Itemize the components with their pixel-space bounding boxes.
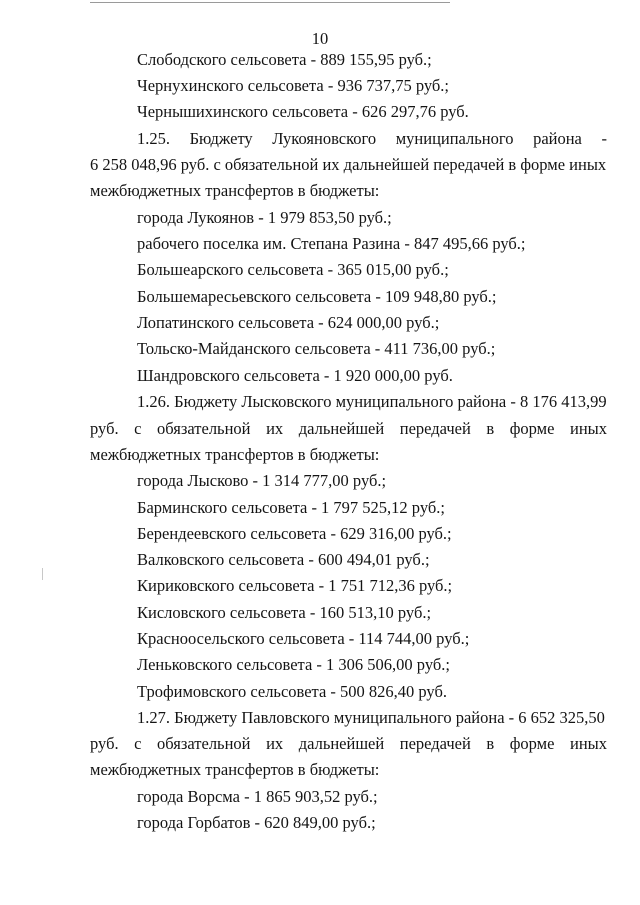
scan-artifact	[42, 568, 43, 580]
list-item: Леньковского сельсовета - 1 306 506,00 руб.;	[137, 655, 450, 674]
list-item: Тольско-Майданского сельсовета - 411 736,00 руб.;	[137, 339, 496, 358]
list-item: Кисловского сельсовета - 160 513,10 руб.;	[137, 603, 432, 622]
word: руб.	[90, 734, 119, 753]
list-item: города Горбатов - 620 849,00 руб.;	[137, 813, 376, 832]
word: в	[486, 734, 495, 753]
word: руб.	[90, 419, 119, 438]
word: дальнейшей	[298, 419, 385, 438]
list-item: Трофимовского сельсовета - 500 826,40 руб.	[137, 682, 447, 701]
list-item: Шандровского сельсовета - 1 920 000,00 руб.	[137, 366, 453, 385]
word: Бюджету	[189, 129, 253, 148]
paragraph-line: межбюджетных трансфертов в бюджеты:	[90, 760, 380, 779]
list-item: Лопатинского сельсовета - 624 000,00 руб.;	[137, 313, 440, 332]
scan-edge-line	[90, 2, 450, 3]
word: иных	[569, 419, 607, 438]
word: форме	[509, 419, 555, 438]
word: их	[266, 734, 284, 753]
list-item: Валковского сельсовета - 600 494,01 руб.;	[137, 550, 430, 569]
word: иных	[569, 734, 607, 753]
list-item: Красноосельского сельсовета - 114 744,00 руб.;	[137, 629, 470, 648]
list-item: рабочего поселка им. Степана Разина - 847 495,66 руб.;	[137, 234, 526, 253]
word: -	[601, 129, 607, 148]
list-item: Берендеевского сельсовета - 629 316,00 руб.;	[137, 524, 452, 543]
word: обязательной	[157, 419, 251, 438]
paragraph-line: межбюджетных трансфертов в бюджеты:	[90, 181, 380, 200]
paragraph-line: межбюджетных трансфертов в бюджеты:	[90, 445, 380, 464]
word: района	[533, 129, 582, 148]
word: передачей	[399, 734, 471, 753]
list-item: Чернухинского сельсовета - 936 737,75 руб.;	[137, 76, 449, 95]
word: с	[134, 734, 142, 753]
word: 1.25.	[137, 129, 170, 148]
list-item: города Ворсма - 1 865 903,52 руб.;	[137, 787, 378, 806]
list-item: Большемаресьевского сельсовета - 109 948,80 руб.;	[137, 287, 497, 306]
word: в	[486, 419, 495, 438]
paragraph-line	[90, 733, 607, 755]
list-item: Барминского сельсовета - 1 797 525,12 руб.;	[137, 498, 445, 517]
word: передачей	[399, 419, 471, 438]
word: их	[266, 419, 284, 438]
item-127-heading: 1.27. Бюджету Павловского муниципального района - 6 652 325,50	[137, 708, 605, 727]
word: Лукояновского	[272, 129, 377, 148]
word: форме	[509, 734, 555, 753]
word: с	[134, 419, 142, 438]
paragraph-line	[90, 418, 607, 440]
list-item: Чернышихинского сельсовета - 626 297,76 руб.	[137, 102, 469, 121]
list-item: Слободского сельсовета - 889 155,95 руб.;	[137, 50, 432, 69]
word: дальнейшей	[298, 734, 385, 753]
paragraph-line: 6 258 048,96 руб. с обязательной их дальнейшей передачей в форме иных	[90, 155, 607, 174]
list-item: Кириковского сельсовета - 1 751 712,36 руб.;	[137, 576, 453, 595]
list-item: города Лысково - 1 314 777,00 руб.;	[137, 471, 387, 490]
item-125-heading	[137, 128, 607, 150]
word: муниципального	[395, 129, 514, 148]
list-item: Большеарского сельсовета - 365 015,00 руб.;	[137, 260, 449, 279]
item-126-heading: 1.26. Бюджету Лысковского муниципального района - 8 176 413,99	[137, 392, 607, 411]
page-number: 10	[311, 29, 329, 48]
word: обязательной	[157, 734, 251, 753]
list-item: города Лукоянов - 1 979 853,50 руб.;	[137, 208, 392, 227]
